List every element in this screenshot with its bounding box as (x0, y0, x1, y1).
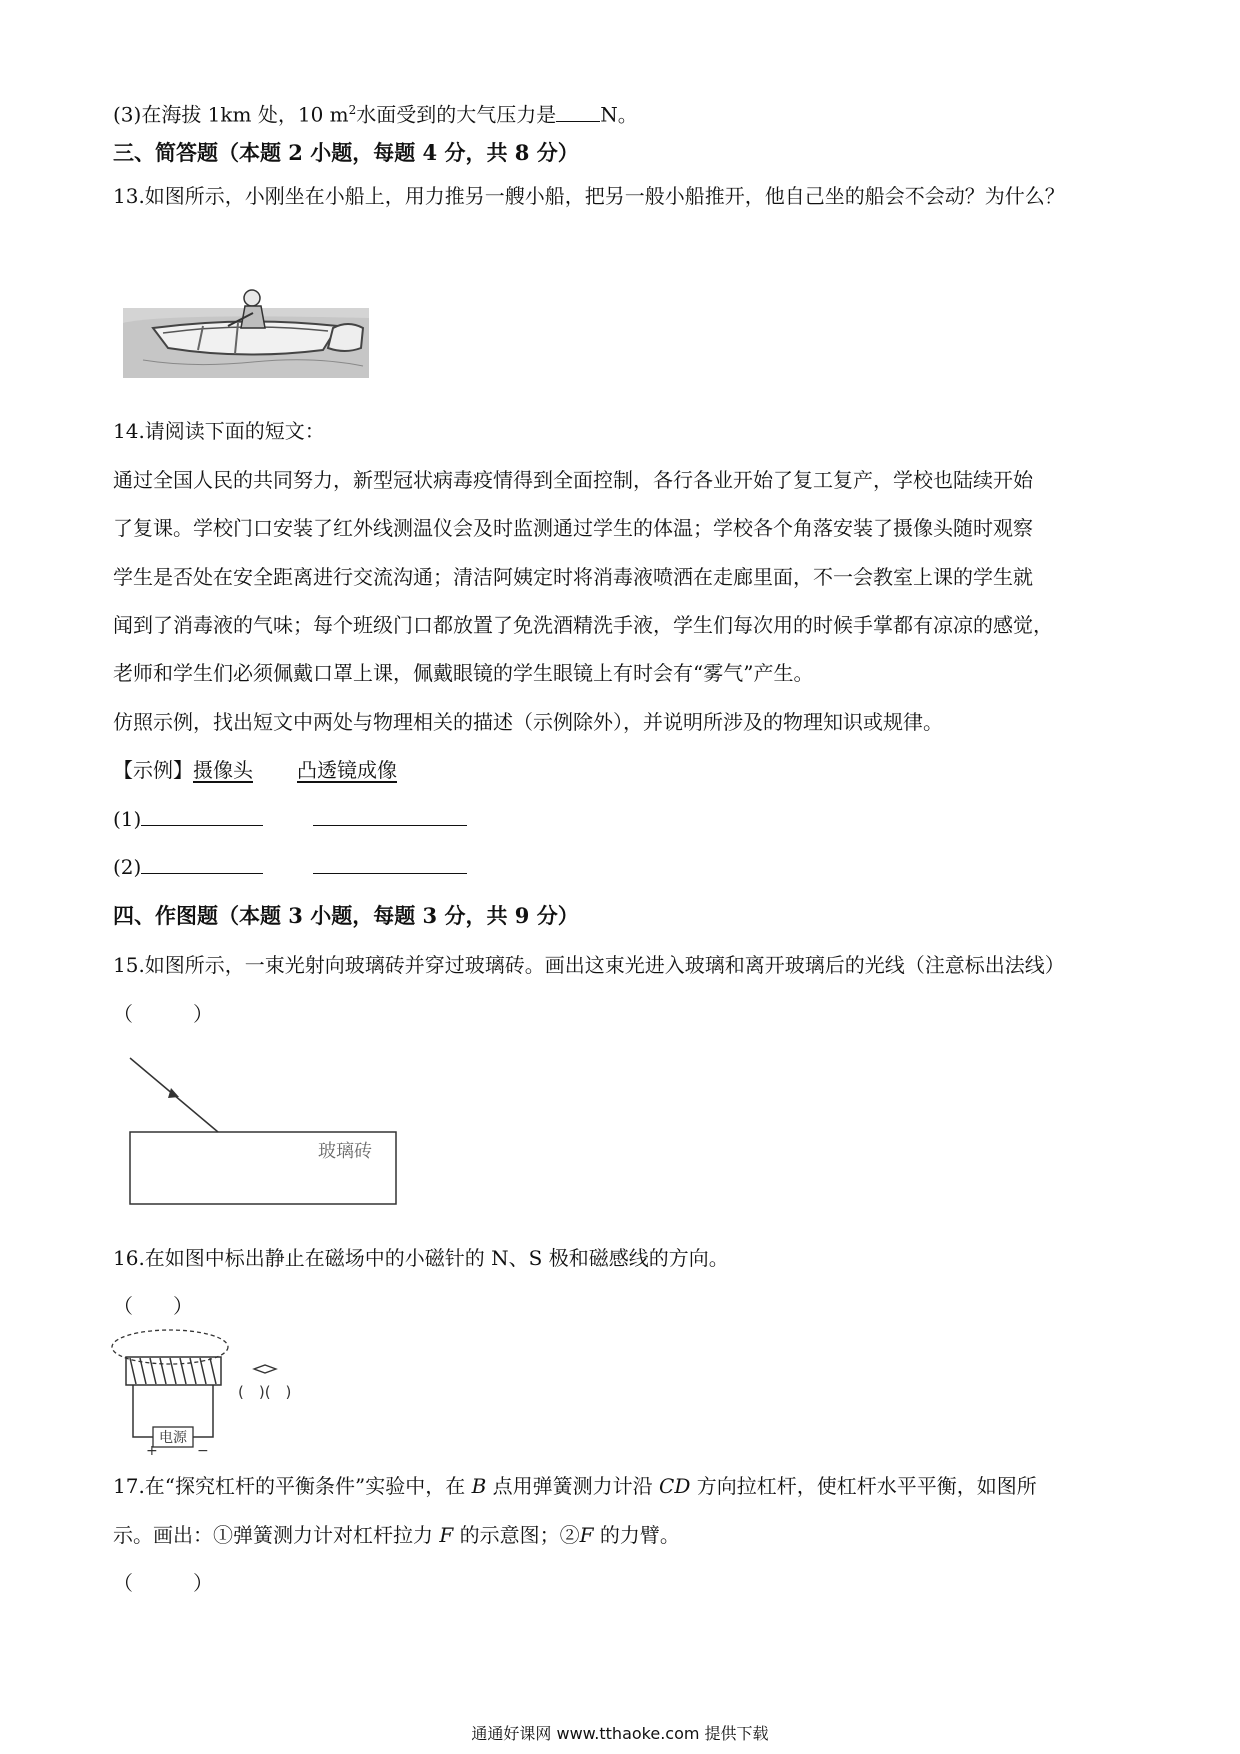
example-item: 摄像头 (193, 758, 253, 782)
wire-left (133, 1385, 153, 1437)
q14-passage-line: 了复课。学校门口安装了红外线测温仪会及时监测通过学生的体温；学校各个角落安装了摄像头随时观察 (113, 516, 1033, 540)
compass-needle (254, 1365, 276, 1373)
wire-right (193, 1385, 213, 1437)
section3-heading: 三、简答题（本题 2 小题，每题 4 分，共 8 分） (113, 140, 579, 165)
q14-passage-line: 老师和学生们必须佩戴口罩上课，佩戴眼镜的学生眼镜上有时会有“雾气”产生。 (113, 661, 814, 685)
q15-text: 15.如图所示，一束光射向玻璃砖并穿过玻璃砖。画出这束光进入玻璃和离开玻璃后的光线（注意标出法线） (113, 953, 1065, 977)
coil-windings (130, 1358, 216, 1384)
minus-sign: − (197, 1443, 209, 1455)
glass-label: 玻璃砖 (318, 1141, 372, 1162)
ray-arrow-icon (168, 1088, 179, 1098)
q12-part3: (3)在海拔 1km 处，10 $m^2$水面受到的大气压力是 N。 (113, 102, 638, 127)
solenoid-figure (108, 1325, 348, 1455)
answer1-item-blank[interactable] (141, 805, 263, 826)
q14-answer-row-1: (1) (113, 805, 467, 833)
boat-figure (123, 288, 369, 378)
q17-paren: （ ） (113, 1571, 213, 1595)
q17-line1: 17.在“探究杠杆的平衡条件”实验中，在 B 点用弹簧测力计沿 CD 方向拉杠杆，使杠杆水平平衡，如图所 (113, 1474, 1037, 1498)
q14-passage-line: 闻到了消毒液的气味；每个班级门口都放置了免洗酒精洗手液，学生们每次用的时候手掌都有凉凉的感觉， (113, 613, 1053, 637)
q12-answer-blank[interactable] (556, 101, 600, 122)
q17-line2: 示。画出：①弹簧测力计对杠杆拉力 F 的示意图；②F 的力臂。 (113, 1523, 680, 1547)
q14-instruction: 仿照示例，找出短文中两处与物理相关的描述（示例除外），并说明所涉及的物理知识或规律。 (113, 710, 943, 734)
q14-intro: 14.请阅读下面的短文： (113, 419, 325, 443)
q14-passage-line: 学生是否处在安全距离进行交流沟通；清洁阿姨定时将消毒液喷洒在走廊里面，不一会教室上课的学生就 (113, 565, 1033, 589)
q16-paren: （ ） (113, 1294, 193, 1318)
plus-sign: + (146, 1443, 158, 1455)
q14-answer-row-2: (2) (113, 853, 467, 881)
glass-brick-figure (118, 1050, 408, 1210)
section4-heading: 四、作图题（本题 3 小题，每题 3 分，共 9 分） (113, 903, 579, 928)
q14-example: 【示例】摄像头 凸透镜成像 (113, 758, 397, 782)
answer1-knowledge-blank[interactable] (313, 805, 467, 826)
page-footer: 通通好课网 www.tthaoke.com 提供下载 (471, 1724, 769, 1743)
q16-text: 16.在如图中标出静止在磁场中的小磁针的 N、S 极和磁感线的方向。 (113, 1246, 729, 1270)
needle-pole-parens[interactable]: ( )( ) (238, 1383, 292, 1401)
q15-paren: （ ） (113, 1002, 213, 1026)
q14-passage-line: 通过全国人民的共同努力，新型冠状病毒疫情得到全面控制，各行各业开始了复工复产，学校也陆续开始 (113, 468, 1033, 492)
answer2-knowledge-blank[interactable] (313, 853, 467, 874)
answer2-item-blank[interactable] (141, 853, 263, 874)
q13-text: 13.如图所示，小刚坐在小船上，用力推另一艘小船，把另一般小船推开，他自己坐的船会不会动？为什么？ (113, 184, 1065, 208)
example-answer: 凸透镜成像 (297, 758, 397, 782)
power-label: 电源 (159, 1430, 187, 1446)
